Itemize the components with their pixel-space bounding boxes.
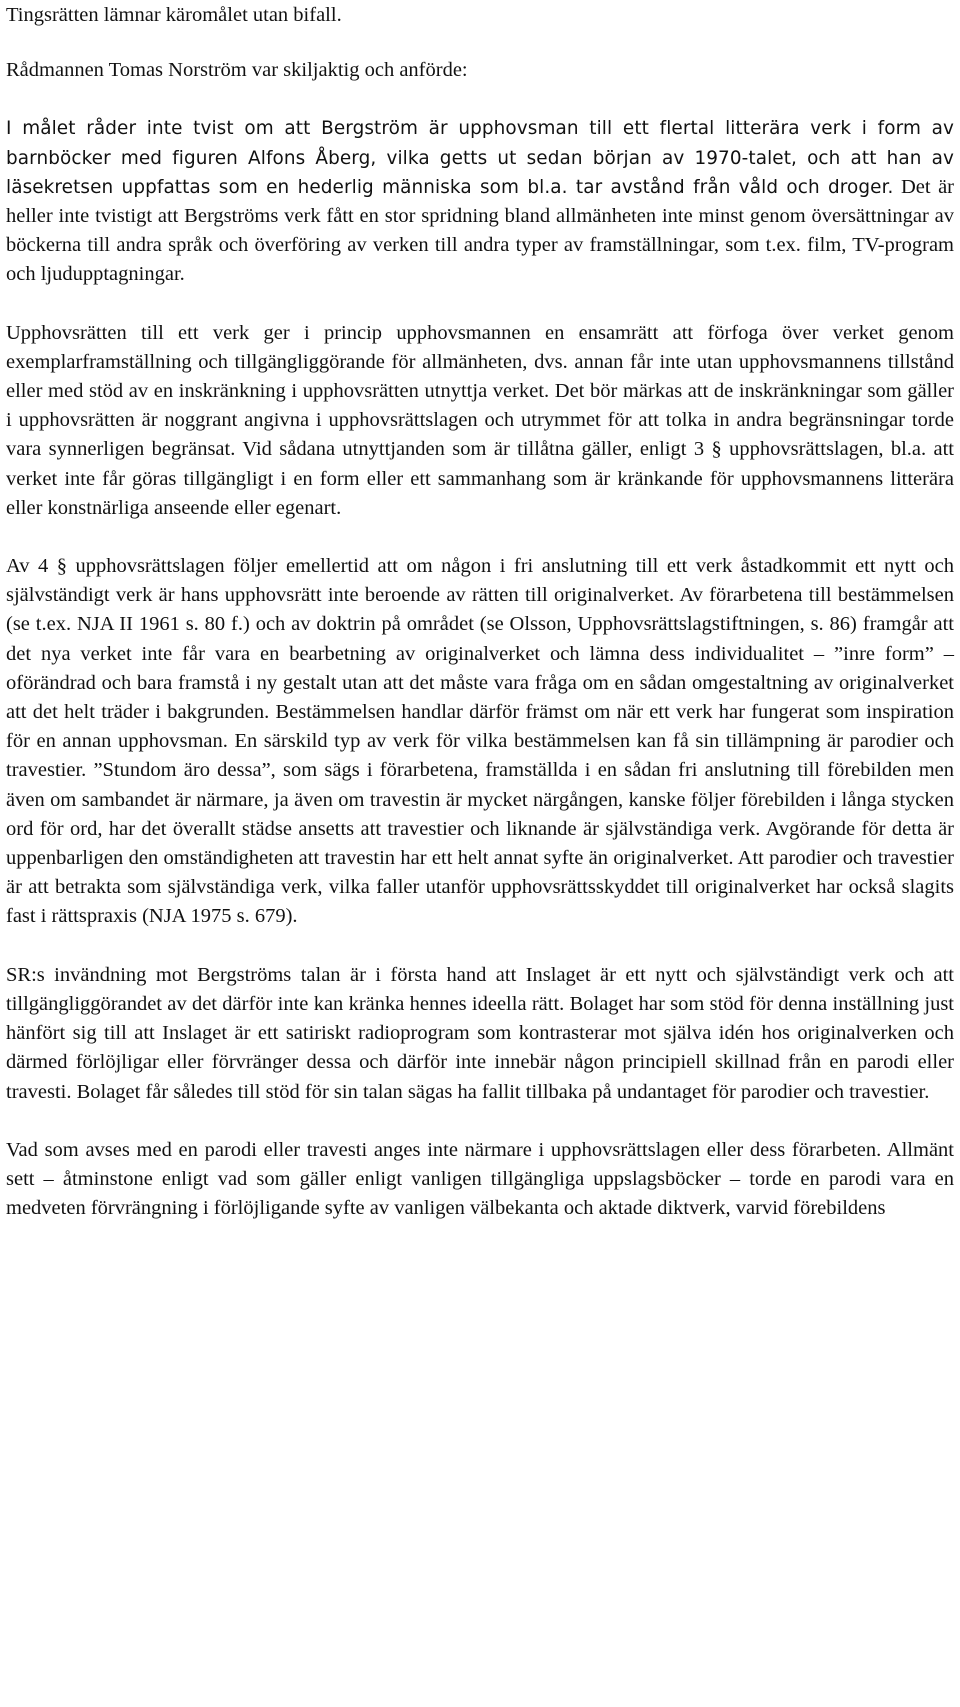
paragraph-gap — [6, 30, 954, 56]
paragraph-sr-objection: SR:s invändning mot Bergströms talan är i första hand att Inslaget är ett nytt och självständigt verk och att tillgängliggörandet av det därför inte kan kränka hennes ideella rätt. Bolaget har som stöd för denna inställning just hänfört sig till att Inslaget är ett satiriskt radioprogram som kontrasterar mot själva idén hos originalverken och därmed förlöjligar eller förvränger dessa och därför inte innebär någon principiell skillnad från en parodi eller travesti. Bolaget får således till stöd för sin talan sägas ha fallit tillbaka på undantaget för parodier och travestier. — [6, 963, 954, 1103]
verdict-sentence: Tingsrätten lämnar käromålet utan bifall. — [6, 4, 342, 26]
serif-text-span: Det är heller inte tvistigt att Bergströms verk fått en stor spridning bland allmänheten inte minst genom översättningar av böckerna till andra språk och överföring av verken till andra typer av framställningar, som t.ex. film, TV-program och ljudupptagningar. — [6, 175, 955, 286]
sans-text-span: I målet råder inte tvist om att Bergström är upphovsman till ett flertal litterära verk i form av barnböcker med figuren Alfons Åberg, vilka getts ut sedan början av 1970-talet, och att han av läsekretsen uppfattas som en hederlig människa som bl.a. tar avstånd från våld och droger. — [6, 118, 954, 198]
paragraph-gap — [6, 523, 954, 552]
document-page — [0, 1, 960, 1707]
paragraph-gap — [6, 1107, 954, 1136]
paragraph-section-4: Av 4 § upphovsrättslagen följer emellertid att om någon i fri anslutning till ett verk åstadkommit ett nytt och självständigt verk är hans upphovsrätt inte beroende av rätten till originalverket. Av förarbetena till bestämmelsen (se t.ex. NJA II 1961 s. 80 f.) och av doktrin på området (se Olsson, Upphovsrättslagstiftningen, s. 86) framgår att det nya verket inte får vara en bearbetning av originalverket och lämna dess individualitet – ”inre form” – oförändrad och bara framstå i ny gestalt utan att det måste vara fråga om en sådan omgestaltning av originalverket att det helt träder i bakgrunden. Bestämmelsen handlar därför främst om när ett verk har fungerat som inspiration för en annan upphovsman. En särskild typ av verk för vilka bestämmelsen kan få sin tillämpning är parodier och travestier. ”Stundom äro dessa”, som sägs i förarbetena, framställda i en sådan fri anslutning till förebilden men även om sambandet är närmare, ja även om travestin är mycket närgången, kanske följer förebilden i långa stycken ord för ord, har det överallt städse ansetts att travestier och liknande är självständiga verk. Avgörande för detta är uppenbarligen den omständigheten att travestin har ett helt annat syfte än originalverket. Att parodier och travestier är att betrakta som självständiga verk, vilka faller utanför upphovsrättsskyddet till originalverket har också slagits fast i rättspraxis (NJA 1975 s. 679). — [6, 555, 954, 928]
paragraph-gap — [6, 85, 954, 114]
dissent-intro: Rådmannen Tomas Norström var skiljaktig och anförde: — [6, 59, 468, 82]
paragraph-undisputed-facts — [6, 114, 954, 289]
paragraph-copyright-principle: Upphovsrätten till ett verk ger i princip upphovsmannen en ensamrätt att förfoga över verket genom exemplarframställning och tillgängliggörande för allmänheten, dvs. annan får inte utan upphovsmannens tillstånd eller med stöd av en inskränkning i upphovsrätten utnyttja verket. Det bör märkas att de inskränkningar som gäller i upphovsrätten är noggrant angivna i upphovsrättslagen och utrymmet för att tolka in andra begränsningar torde vara synnerligen begränsat. Vid sådana utnyttjanden som är tillåtna gäller, enligt 3 § upphovsrättslagen, bl.a. att verket inte får göras tillgängligt i en form eller ett sammanhang som är kränkande för upphovsmannens litterära eller konstnärliga anseende eller egenart. — [6, 321, 954, 519]
paragraph-parody-definition: Vad som avses med en parodi eller travesti anges inte närmare i upphovsrättslagen eller dess förarbeten. Allmänt sett – åtminstone enligt vad som gäller enligt vanligen tillgängliga uppslagsböcker – torde en parodi vara en medveten förvrängning i förlöjligande syfte av vanligen välbekanta och aktade diktverk, varvid förebildens — [6, 1138, 954, 1220]
paragraph-gap — [6, 290, 954, 319]
paragraph-gap — [6, 932, 954, 961]
